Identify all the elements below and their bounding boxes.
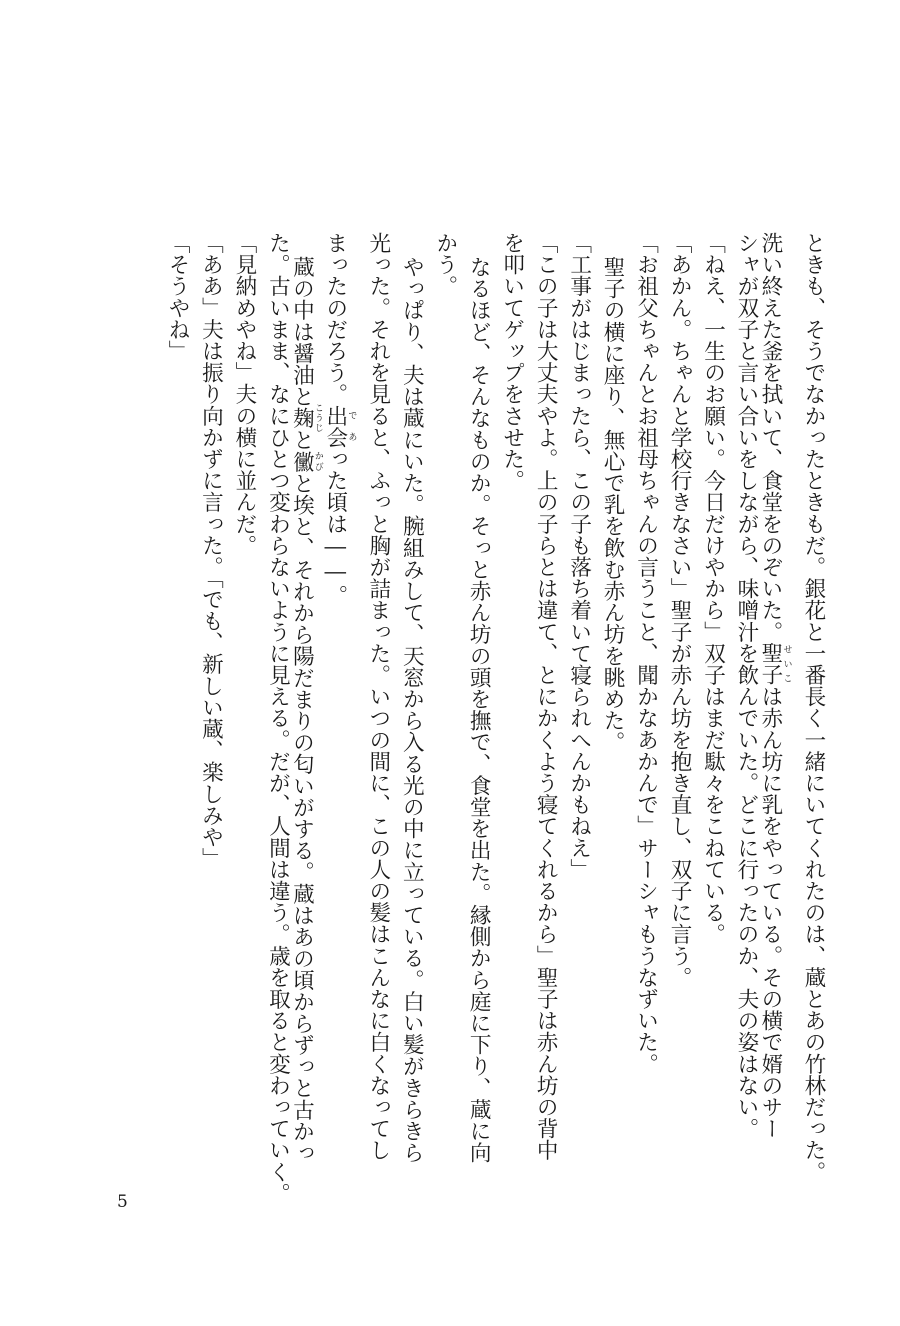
text-line-15 [322,232,357,1112]
text-line-4: 「ねえ、一生のお願い。今日だけやから」双子はまだ駄々をこねている。 [700,232,726,945]
page-number: 5 [117,1192,128,1212]
text-line-11: なるほど、そんなものか。そっと赤ん坊の頭を撫で、食堂を出た。縁側から庭に下り、蔵に向 [466,256,492,1164]
text-line-2-end: は赤ん坊に乳をやっている。その横で婿のサー [757,685,783,1140]
text-line-15-end: った頃は――。 [322,448,348,607]
text-line-16-mid: と [289,429,315,451]
text-line-5: 「あかん。ちゃんと学校行きなさい」聖子が赤ん坊を抱き直し、双子に言う。 [667,232,693,988]
ruby-deai [322,404,357,449]
text-line-6: 「お祖父ちゃんとお祖母ちゃんの言うこと、聞かなあかんで」サーシャもうなずいた。 [633,232,659,1075]
text-line-16 [289,232,323,1164]
ruby-deai-base: 出会 [322,404,348,449]
ruby-seiko-reading: せいこ [781,642,792,686]
text-line-2-start: 洗い終えた釜を拭いて、食堂をのぞいた。 [757,232,783,643]
text-line-9: 「この子は大丈夫やよ。上の子らとは違て、とにかくよう寝てくれるから」聖子は赤ん坊の背中 [533,232,559,1161]
text-line-16-end: と埃と、それから陽だまりの匂いがする。蔵はあの頃からずっと古かっ [289,472,315,1164]
text-line-3: シャが双子と言い合いをしながら、味噌汁を飲んでいた。どこに行ったのか、夫の姿はない。 [733,232,759,1140]
text-line-14: 光った。それを見ると、ふっと胸が詰まった。いつの間に、この人の髪はこんなに白くなってし [365,232,391,1161]
ruby-kabi-base: 黴 [289,450,315,473]
ruby-koji-reading: こうじ [312,403,323,434]
vertical-text-block [165,232,826,1204]
text-line-17: た。古いまま、なにひとつ変わらないように見える。だが、人間は違う。歳を取ると変わっていく。 [265,232,291,1204]
text-line-2 [757,232,792,1140]
text-line-1: ときも、そうでなかったときもだ。銀花と一番長く一緒にいてくれたのは、蔵とあの竹林だった。 [800,232,826,1183]
text-line-10: を叩いてゲップをさせた。 [499,232,525,492]
text-line-8: 「工事がはじまったら、この子も落ち着いて寝られへんかもねえ」 [566,232,592,880]
text-line-18: 「見納めやね」夫の横に並んだ。 [231,232,257,556]
ruby-seiko [757,642,792,686]
ruby-kabi [289,450,323,473]
ruby-koji [289,403,323,434]
text-line-16-start: 蔵の中は醤油と [289,256,315,408]
ruby-seiko-base: 聖子 [757,642,783,686]
text-line-13: やっぱり、夫は蔵にいた。腕組みして、天窓から入る光の中に立っている。白い髪がきらきら [399,256,425,1164]
text-line-20: 「そうやね」 [165,232,190,362]
ruby-deai-reading: であ [346,404,357,449]
text-line-19: 「ああ」夫は振り向かずに言った。「でも、新しい蔵、楽しみや」 [198,232,224,870]
ruby-kabi-reading: かび [312,450,323,473]
text-line-12: かう。 [432,232,458,297]
ruby-koji-base: 麹 [289,403,315,434]
text-line-7: 聖子の横に座り、無心で乳を飲む赤ん坊を眺めた。 [600,256,626,753]
text-line-15-start: まったのだろう。 [322,232,348,405]
